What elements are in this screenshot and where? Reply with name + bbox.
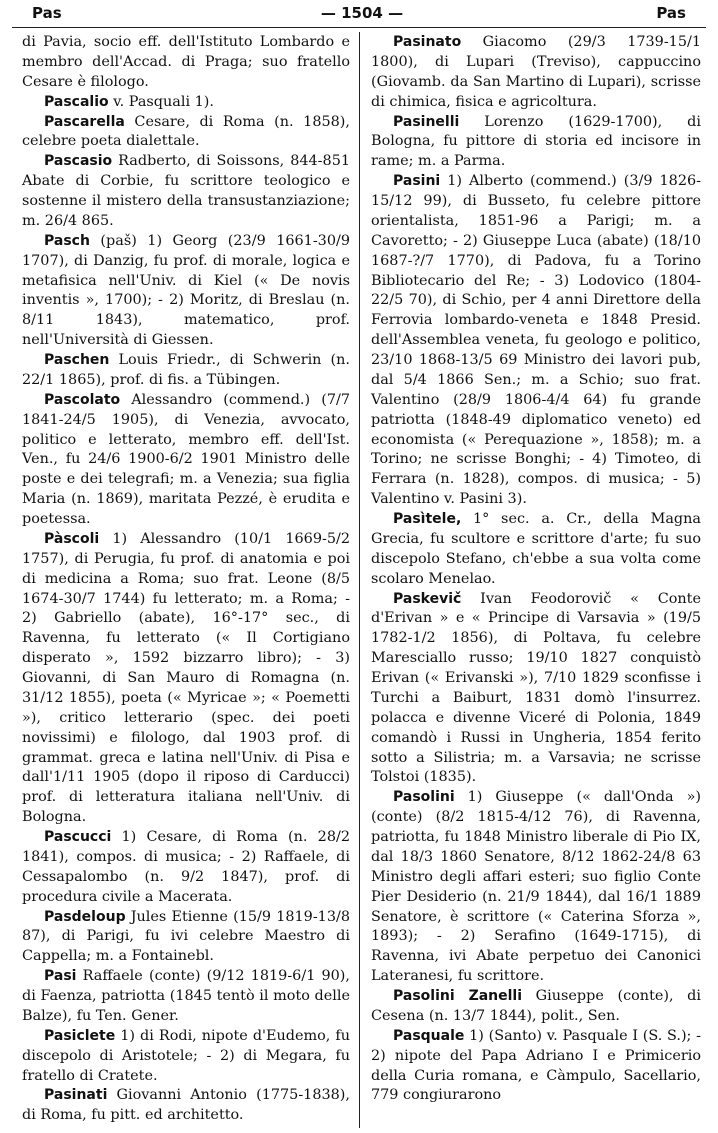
entry-text: Cesare, di Roma (n. 1858), celebre poeta dialettale. [22,113,350,150]
entry-headword: Pascarella [44,113,125,130]
entry-text: Raffaele (conte) (9/12 1819-6/1 90), di Faenza, patriotta (1845 tentò il moto delle Balze), fu Ten. Gener. [22,968,350,1024]
entry-headword: Pasdeloup [44,908,126,925]
dictionary-entry [22,530,350,828]
entry-text: Louis Friedr., di Schwerin (n. 22/1 1865), prof. di fis. a Tübingen. [22,352,350,388]
entry-headword: Pasolini [393,789,455,806]
dictionary-entry [371,788,701,987]
dictionary-entry [22,967,350,1027]
entry-text: Ivan Feodorovič « Conte d'Erivan » e « Principe di Varsavia » (19/5 1782-1/2 1856), di Poltava, fu celebre Maresciallo russo; 19/10 1827 conquistò Erivan (« Erivanski »), 7/10 1829 sconfisse i Turchi a Baiburt, 1831 domò l'insurrez. polacca e divenne Viceré di Polonia, 1849 comandò i Russi in Ungheria, 1854 ferito sotto a Silistria; m. a Varsavia; ne scrisse Tolstoi (1835). [371,590,701,786]
entry-text: Giacomo (29/3 1739-15/1 1800), di Lupari (Treviso), cappuccino (Giovamb. da San Martino di Lupari), scrisse di chimica, fisica e agricoltura. [371,34,701,110]
dictionary-entry [22,113,350,153]
right-column [371,33,701,1106]
dictionary-entry [371,590,701,789]
entry-headword: Pasinelli [393,113,460,130]
entry-text: Lorenzo (1629-1700), di Bologna, fu pittore di storia ed incisore in rame; m. a Parma. [371,113,701,170]
page-number: — 1504 — [320,4,404,22]
dictionary-entry [22,908,350,968]
entry-headword: Pasquale [393,1027,465,1044]
entry-headword: Pasinati [44,1087,108,1104]
entry-headword: Pascucci [44,829,112,845]
entry-headword: Pasini [393,173,441,190]
dictionary-entry [371,172,701,510]
entry-headword: Pasolini Zanelli [393,988,523,1004]
dictionary-entry [22,351,350,391]
dictionary-entry [22,1027,350,1087]
entry-text: 1) Alberto (commend.) (3/9 1826-15/12 99), di Busseto, fu celebre pittore orientalista, 1851-96 a Parigi; m. a Cavoretto; - 2) Giuseppe Luca (abate) (18/10 1687-?/7 1770), di Padova, fu a Torino Bibliotecario del Re; - 3) Lodovico (1804-22/5 70), di Schio, per 4 anni Direttore della Ferrovia lombardo-veneta e 1848 Presid. dell'Assemblea veneta, fu geologo e politico, 23/10 1868-13/5 69 Ministro dei lavori pub, dal 5/4 1866 Sen.; m. a Schio; suo frat. Valentino (28/9 1806-4/4 64) fu grande patriotta (1848-49 diplomatico veneto) ed economista (« Perequazione », 1858); m. a Torino; ne scrisse Bonghi; - 4) Timoteo, di Ferrara (n. 1828), compos. di musica; - 5) Valentino v. Pasini 3). [371,173,701,508]
entry-text: 1) Giuseppe (« dall'Onda ») (conte) (8/2 1815-4/12 76), di Ravenna, patriotta, fu 1848 Ministro liberale di Pio IX, dal 18/3 1860 Senatore, 8/12 1862-24/8 63 Ministro degli affari esteri; suo figlio Conte Pier Desiderio (n. 21/9 1844), dal 16/1 1889 Senatore, è scrittore (« Caterina Sforza », 1893); - 2) Serafino (1649-1715), di Ravenna, ivi Abate perpetuo dei Canonici Lateranesi, fu scrittore. [371,789,701,985]
entry-headword: Pascolato [44,391,121,408]
dictionary-entry [22,1086,350,1126]
entry-headword: Pàscoli [44,530,100,547]
left-column [22,33,350,1126]
column-divider [359,32,360,1128]
dictionary-entry [371,987,701,1027]
entry-headword: Paskevič [393,590,462,607]
entry-text: Giovanni Antonio (1775-1838), di Roma, fu pitt. ed architetto. [22,1087,350,1124]
entry-text: 1) di Rodi, nipote d'Eudemo, fu discepolo di Aristotele; - 2) di Megara, fu fratello di Cratete. [22,1027,350,1084]
dictionary-entry [371,1027,701,1107]
dictionary-entry [22,93,350,113]
entry-text: Giuseppe (conte), di Cesena (n. 13/7 1844), polit., Sen. [371,988,701,1024]
header-right-word: Pas [656,4,686,22]
dictionary-entry [22,232,350,351]
header-left-word: Pas [32,4,62,22]
entry-text: 1) (Santo) v. Pasquale I (S. S.); - 2) nipote del Papa Adriano I e Primicerio della Curia romana, e Càmpulo, Sacellario, 779 congiurarono [371,1027,701,1104]
entry-text: 1) Cesare, di Roma (n. 28/2 1841), compos. di musica; - 2) Raffaele, di Cessapalombo (n. 9/2 1847), prof. di procedura civile a Macerata. [22,829,350,905]
dictionary-entry [22,152,350,232]
entry-text: v. Pasquali 1). [108,93,214,110]
entry-headword: Pasch [44,232,90,249]
entry-headword: Paschen [44,352,110,368]
dictionary-entry [22,828,350,908]
entry-headword: Pascasio [44,153,113,170]
entry-headword: Pasìtele, [393,511,462,527]
entry-text: 1° sec. a. Cr., della Magna Grecia, fu scultore e scrittore d'arte; fu suo discepolo Stefano, ch'ebbe a sua volta come scolaro Menelao. [371,511,701,587]
dictionary-entry [371,510,701,590]
entry-headword: Pasiclete [44,1027,116,1044]
entry-text: 1) Alessandro (10/1 1669-5/2 1757), di Perugia, fu prof. di anatomia e poi di medicina a Roma; suo frat. Leone (8/5 1674-30/7 1744) fu letterato; m. a Roma; - 2) Gabriello (abate), 16°-17° sec., di Ravenna, fu letterato (« Il Cortigiano disperato », 1592 bizzarro libro); - 3) Giovanni, di San Mauro di Romagna (n. 31/12 1855), poeta (« Myricae »; « Poemetti »), critico letterario (spec. dei poeti novissimi) e filologo, dal 1903 prof. di grammat. greca e latina nell'Univ. di Pisa e dall'1/11 1905 (dopo il riposo di Carducci) prof. di letteratura italiana nell'Univ. di Bologna. [22,530,350,826]
dictionary-entry [22,33,350,93]
entry-text: di Pavia, socio eff. dell'Istituto Lombardo e membro dell'Accad. di Praga; suo fratello Cesare è filologo. [22,34,350,90]
entry-headword: Pasi [44,968,77,985]
dictionary-entry [22,391,350,530]
entry-text: Jules Etienne (15/9 1819-13/8 87), di Parigi, fu ivi celebre Maestro di Cappella; m. a Fontainebl. [22,908,350,965]
entry-text: (paš) 1) Georg (23/9 1661-30/9 1707), di Danzig, fu prof. di morale, logica e metafisica nell'Univ. di Kiel (« De novis inventis », 1700); - 2) Moritz, di Breslau (n. 8/11 1843), matematico, prof. nell'Università di Giessen. [22,232,350,349]
entry-text: Radberto, di Soissons, 844-851 Abate di Corbie, fu scrittore teologico e sostenne il mistero della transustanziazione; m. 26/4 865. [22,153,350,229]
entry-text: Alessandro (commend.) (7/7 1841-24/5 1905), di Venezia, avvocato, politico e letterato, membro eff. dell'Ist. Ven., fu 24/6 1900-6/2 1901 Ministro delle poste e dei telegrafi; m. a Venezia; sua figlia Maria (n. 1869), maritata Pezzé, è erudita e poetessa. [22,391,350,527]
entry-headword: Pascalio [44,93,109,110]
page-header [12,4,706,26]
entry-headword: Pasinato [393,34,462,50]
header-rule [12,27,706,28]
dictionary-entry [371,33,701,113]
dictionary-entry [371,113,701,173]
